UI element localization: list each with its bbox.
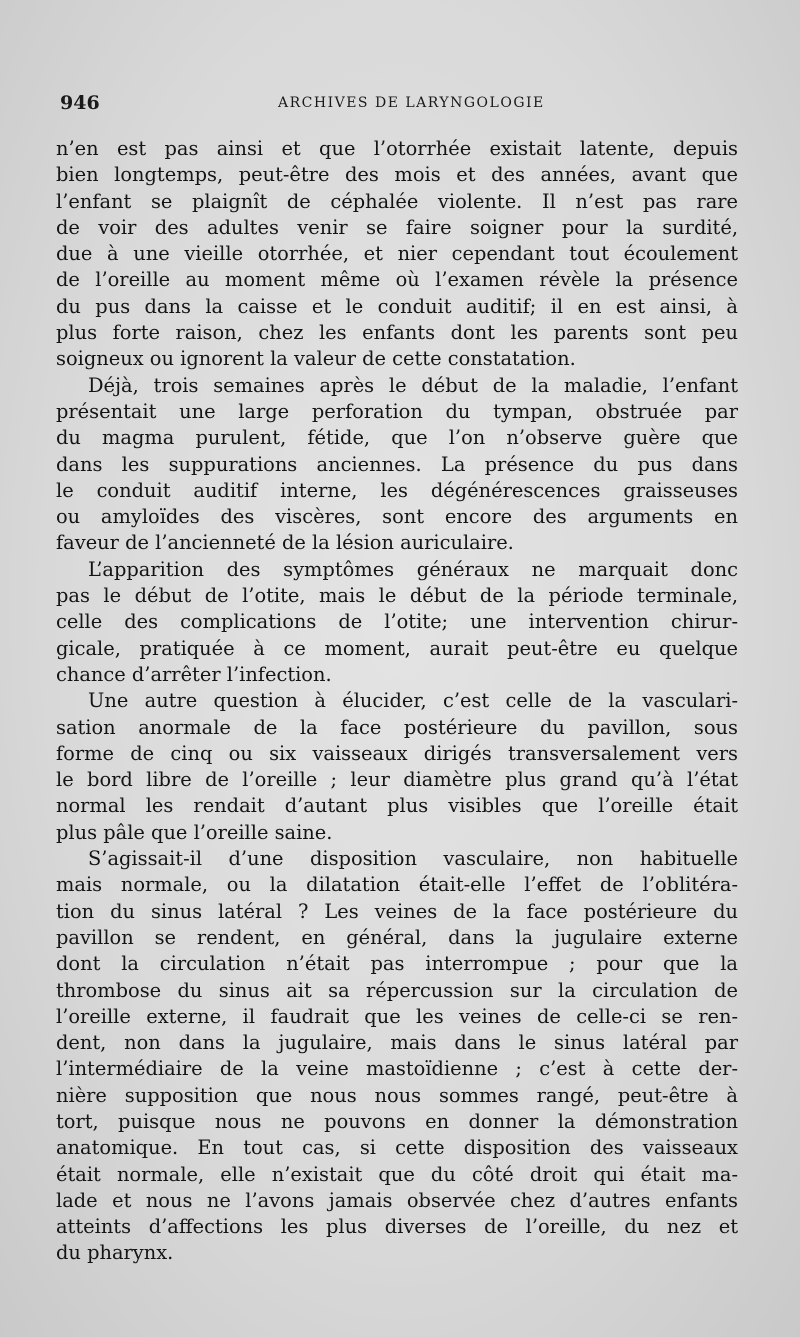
text-line: anatomique. En tout cas, si cette disposition des vaisseaux xyxy=(56,1136,738,1160)
text-line: de l’oreille au moment même où l’examen révèle la présence xyxy=(56,268,738,292)
text-line: plus forte raison, chez les enfants dont les parents sont peu xyxy=(56,321,738,345)
text-line: forme de cinq ou six vaisseaux dirigés transversalement vers xyxy=(56,741,738,765)
text-line: le bord libre de l’oreille ; leur diamètre plus grand qu’à l’état xyxy=(56,768,738,792)
text-line: du pus dans la caisse et le conduit auditif; il en est ainsi, à xyxy=(56,294,738,318)
text-line: le conduit auditif interne, les dégénérescences graisseuses xyxy=(56,478,738,502)
text-line: de voir des adultes venir se faire soigner pour la surdité, xyxy=(56,215,738,239)
text-line: n’en est pas ainsi et que l’otorrhée existait latente, depuis xyxy=(56,137,738,160)
text-line: lade et nous ne l’avons jamais observée chez d’autres enfants xyxy=(56,1188,738,1212)
page-number: 946 xyxy=(60,92,100,114)
running-title: ARCHIVES DE LARYNGOLOGIE xyxy=(278,95,545,111)
text-line: gicale, pratiquée à ce moment, aurait peut-être eu quelque xyxy=(56,636,738,660)
text-line: tion du sinus latéral ? Les veines de la face postérieure du xyxy=(56,899,738,923)
text-line: l’enfant se plaignît de céphalée violente. Il n’est pas rare xyxy=(56,189,738,213)
text-line: atteints d’affections les plus diverses de l’oreille, du nez et xyxy=(56,1215,738,1239)
text-line: mais normale, ou la dilatation était-elle l’effet de l’oblitéra- xyxy=(56,873,738,897)
text-line: tort, puisque nous ne pouvons en donner la démonstration xyxy=(56,1109,738,1133)
text-line: L’apparition des symptômes généraux ne marquait donc xyxy=(88,557,738,581)
text-line: nière supposition que nous nous sommes rangé, peut-être à xyxy=(56,1083,738,1107)
text-line: présentait une large perforation du tympan, obstruée par xyxy=(56,399,738,423)
text-line: du magma purulent, fétide, que l’on n’observe guère que xyxy=(56,426,738,450)
text-line: l’intermédiaire de la veine mastoïdienne ; c’est à cette der- xyxy=(56,1057,738,1081)
text-line: dent, non dans la jugulaire, mais dans le sinus latéral par xyxy=(56,1031,738,1055)
text-line: l’oreille externe, il faudrait que les veines de celle-ci se ren- xyxy=(56,1004,738,1028)
text-line: sation anormale de la face postérieure du pavillon, sous xyxy=(56,715,738,739)
text-line: Déjà, trois semaines après le début de la maladie, l’enfant xyxy=(88,373,738,397)
text-line: faveur de l’ancienneté de la lésion auriculaire. xyxy=(56,531,514,555)
text-line: dans les suppurations anciennes. La présence du pus dans xyxy=(56,452,738,476)
text-line: pavillon se rendent, en général, dans la jugulaire externe xyxy=(56,925,738,949)
text-line: Une autre question à élucider, c’est celle de la vasculari- xyxy=(88,689,738,713)
text-line: ou amyloïdes des viscères, sont encore des arguments en xyxy=(56,505,738,529)
text-line: bien longtemps, peut-être des mois et des années, avant que xyxy=(56,163,738,187)
text-line: celle des complications de l’otite; une intervention chirur- xyxy=(56,610,738,634)
text-line: thrombose du sinus ait sa répercussion sur la circulation de xyxy=(56,978,738,1002)
page-header xyxy=(60,92,740,116)
body-text xyxy=(56,136,738,1267)
text-line: soigneux ou ignorent la valeur de cette constatation. xyxy=(56,347,576,371)
text-line: dont la circulation n’était pas interrompue ; pour que la xyxy=(56,952,738,976)
text-line: était normale, elle n’existait que du côté droit qui était ma- xyxy=(56,1162,738,1186)
text-line: plus pâle que l’oreille saine. xyxy=(56,820,333,844)
text-line: chance d’arrêter l’infection. xyxy=(56,662,332,686)
text-line: pas le début de l’otite, mais le début de la période terminale, xyxy=(56,584,738,608)
text-line: du pharynx. xyxy=(56,1241,174,1265)
text-line: S’agissait-il d’une disposition vasculaire, non habituelle xyxy=(88,847,738,871)
text-line: normal les rendait d’autant plus visibles que l’oreille était xyxy=(56,794,738,818)
text-line: due à une vieille otorrhée, et nier cependant tout écoulement xyxy=(56,242,738,266)
